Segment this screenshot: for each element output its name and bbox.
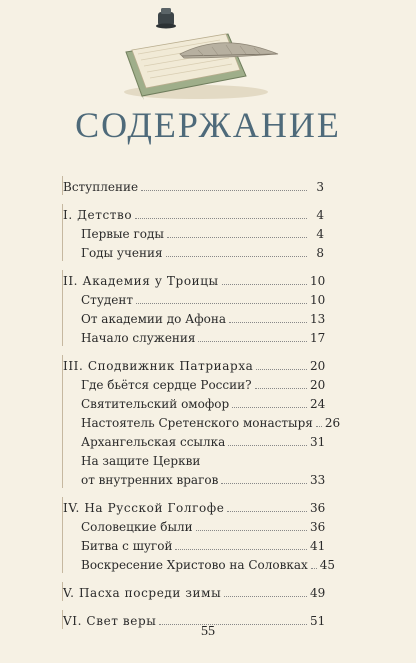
toc-entry-page: 36 xyxy=(310,520,326,534)
toc-chapter xyxy=(63,582,324,601)
toc-entry-title: Настоятель Сретенского монастыря xyxy=(81,416,313,430)
toc-entry-page: 24 xyxy=(310,397,326,411)
toc-entry-title: Воскресение Христово на Соловках xyxy=(81,558,308,572)
toc-entry-title-line2: от внутренних врагов xyxy=(81,473,219,487)
dot-leader xyxy=(255,388,307,389)
toc-chapter-title: II. Академия у Троицы xyxy=(63,274,219,288)
dot-leader xyxy=(175,549,307,550)
toc-entry-page: 8 xyxy=(316,246,324,260)
toc-entry-title: Начало служения xyxy=(81,331,196,345)
toc-entry xyxy=(63,412,341,431)
toc-entry-title: Архангельская ссылка xyxy=(81,435,226,449)
toc-chapter xyxy=(63,497,324,516)
toc-entry-title: Святительский омофор xyxy=(81,397,230,411)
toc-entry-page: 17 xyxy=(310,331,326,345)
toc-entry xyxy=(63,535,324,554)
toc-entry-page: 20 xyxy=(310,378,326,392)
page-title: СОДЕРЖАНИЕ xyxy=(75,105,341,145)
toc-entry xyxy=(63,516,324,535)
dot-leader xyxy=(316,426,322,427)
dot-leader xyxy=(232,407,307,408)
toc-chapter-title: III. Сподвижник Патриарха xyxy=(63,359,254,373)
toc-entry xyxy=(63,393,324,412)
toc-chapter-page: 36 xyxy=(310,501,326,515)
toc-entry xyxy=(63,289,324,308)
toc-chapter-title: IV. На Русской Голгофе xyxy=(63,501,225,515)
toc-entry-title: Годы учения xyxy=(81,246,163,260)
dot-leader xyxy=(198,341,307,342)
toc-entry-title: Студент xyxy=(81,293,134,307)
toc-entry-page: 41 xyxy=(310,539,326,553)
toc-entry-title: От академии до Афона xyxy=(81,312,227,326)
toc-chapter xyxy=(63,270,324,289)
toc-entry-title: Первые годы xyxy=(81,227,164,241)
toc-entry xyxy=(63,327,324,346)
toc-entry-page: 33 xyxy=(310,473,326,487)
book-quill-inkwell-icon xyxy=(108,4,288,104)
toc-entry-title: Вступление xyxy=(63,180,139,194)
toc-entry-page: 4 xyxy=(316,227,324,241)
toc-chapter-page: 49 xyxy=(310,586,326,600)
dot-leader xyxy=(229,322,307,323)
toc-entry xyxy=(63,223,324,242)
dot-leader xyxy=(224,596,307,597)
toc-chapter-page: 10 xyxy=(310,274,326,288)
toc-chapter-page: 51 xyxy=(310,614,326,628)
table-of-contents xyxy=(62,176,341,638)
toc-entry-page: 26 xyxy=(324,416,341,430)
toc-section-1 xyxy=(62,204,324,261)
toc-section-2 xyxy=(62,270,324,346)
toc-entry-title: Где бьётся сердце России? xyxy=(81,378,252,392)
dot-leader xyxy=(136,303,307,304)
toc-chapter-title: V. Пасха посреди зимы xyxy=(63,586,222,600)
toc-chapter-page: 20 xyxy=(310,359,326,373)
toc-chapter xyxy=(63,204,324,223)
toc-entry xyxy=(63,431,324,450)
toc-entry-page: 31 xyxy=(310,435,326,449)
toc-chapter-title: I. Детство xyxy=(63,208,133,222)
toc-entry-intro xyxy=(63,176,324,195)
toc-entry-page: 45 xyxy=(319,558,336,572)
dot-leader xyxy=(196,530,307,531)
toc-section-4 xyxy=(62,497,336,573)
toc-entry xyxy=(63,242,324,261)
toc-entry-title-line1: На защите Церкви xyxy=(81,454,201,468)
toc-chapter-page: 4 xyxy=(316,208,324,222)
toc-entry-title: Битва с шугой xyxy=(81,539,173,553)
toc-entry-multiline xyxy=(63,450,324,488)
dot-leader xyxy=(167,237,307,238)
dot-leader xyxy=(228,445,307,446)
dot-leader xyxy=(141,190,307,191)
toc-entry-title: Соловецкие были xyxy=(81,520,193,534)
toc-section-intro xyxy=(62,176,324,195)
toc-entry xyxy=(63,308,324,327)
toc-entry xyxy=(63,374,324,393)
dot-leader xyxy=(135,218,307,219)
dot-leader xyxy=(166,256,307,257)
toc-section-3 xyxy=(62,355,341,488)
dot-leader xyxy=(227,511,307,512)
toc-section-5 xyxy=(62,582,324,601)
toc-entry-page: 3 xyxy=(316,180,324,194)
page-number: 55 xyxy=(201,624,215,639)
toc-entry-page: 10 xyxy=(310,293,326,307)
toc-entry-page: 13 xyxy=(310,312,326,326)
dot-leader xyxy=(256,369,307,370)
toc-chapter-title: VI. Свет веры xyxy=(63,614,157,628)
toc-entry xyxy=(63,554,336,573)
dot-leader xyxy=(221,483,307,484)
dot-leader xyxy=(222,284,307,285)
dot-leader xyxy=(311,568,317,569)
toc-chapter xyxy=(63,355,324,374)
